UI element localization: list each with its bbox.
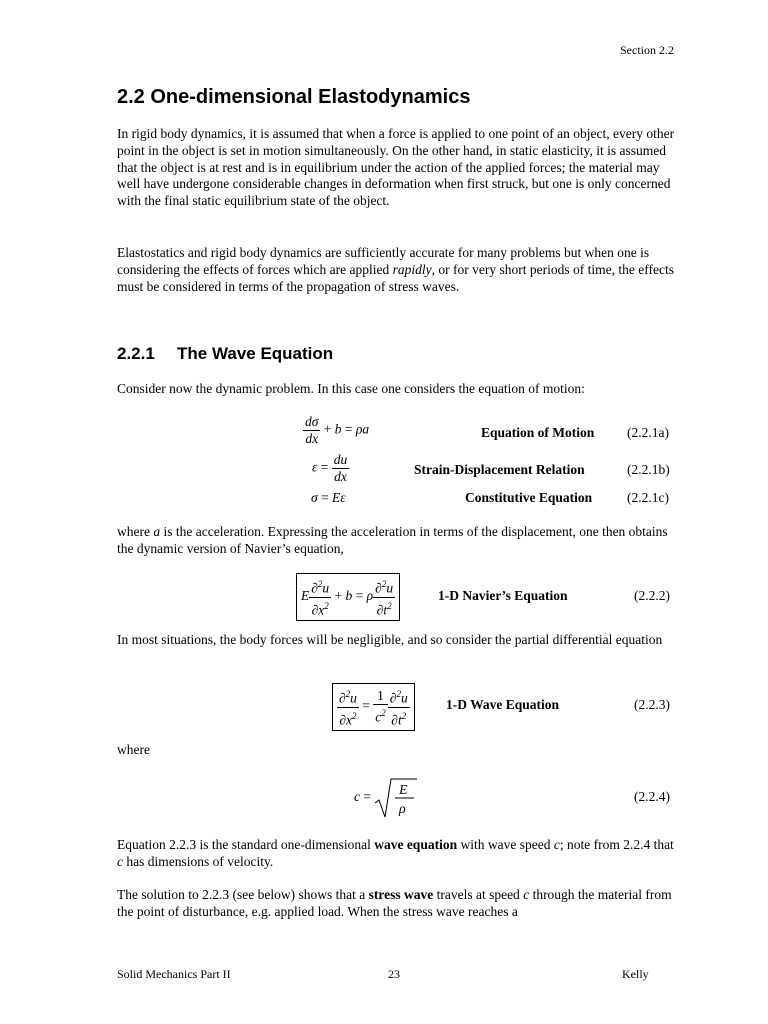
wave-equation-formula: $\frac{\partial^2u}{\partial x^2}$ = $\frac{1}{c^2}$ $\frac{\partial^2u}{\partial t^2}$ (332, 683, 415, 731)
paragraph-1: In rigid body dynamics, it is assumed that when a force is applied to one point of an object, every other point in the object is set in motion simultaneously. On the other hand, in static elasticity, it is assumed that the object is at rest and is in equilibrium under the action of the applied forces; the material may well have undergone considerable changes in deformation when first struck, but one is only concerned with the final static equilibrium state of the object. (117, 126, 675, 209)
equation-number: (2.2.1a) (627, 425, 669, 440)
paragraph-7: Equation 2.2.3 is the standard one-dimensional wave equation with wave speed c; note from 2.2.4 that c has dimensions of velocity. (117, 837, 674, 869)
paragraph-3: Consider now the dynamic problem. In this case one considers the equation of motion: (117, 381, 585, 396)
equation-number: (2.2.2) (634, 588, 670, 603)
equation-label: Constitutive Equation (465, 490, 593, 505)
footer-author: Kelly (622, 967, 649, 981)
svg-text:E: E (399, 783, 408, 798)
square-root-sign (374, 777, 418, 819)
equation-label: 1-D Navier’s Equation (438, 588, 568, 603)
section-title: 2.2 One-dimensional Elastodynamics (117, 86, 471, 108)
wave-speed-formula: c = E ρ (354, 777, 418, 819)
equation-label: Equation of Motion (481, 425, 595, 440)
constitutive-formula: σ = Eε (311, 490, 346, 505)
equation-of-motion-formula: $\frac{d\sigma}{dx}$ + b = ρa (305, 414, 370, 446)
equation-number: (2.2.1c) (627, 490, 669, 505)
equation-label: Strain-Displacement Relation (414, 462, 585, 477)
running-header: Section 2.2 (620, 43, 674, 57)
paragraph-8: The solution to 2.2.3 (see below) shows that a stress wave travels at speed c through the material from the point of disturbance, e.g. applied load. When the stress wave reaches a (117, 887, 672, 919)
equation-number: (2.2.4) (634, 789, 670, 804)
equation-label: 1-D Wave Equation (446, 697, 560, 712)
strain-displacement-formula: ε = $\frac{du}{dx}$ (312, 452, 348, 484)
page-number: 23 (388, 967, 400, 981)
equation-number: (2.2.1b) (627, 462, 670, 477)
equation-number: (2.2.3) (634, 697, 670, 712)
paragraph-2: Elastostatics and rigid body dynamics are sufficiently accurate for many problems but when one is considering the effects of forces which are applied rapidly, or for very short periods of time, the effects must be considered in terms of the propagation of stress waves. (117, 245, 674, 294)
paragraph-6: where (117, 742, 150, 757)
navier-equation-formula: E $\frac{\partial^2u}{\partial x^2}$ + b = ρ $\frac{\partial^2u}{\partial t^2}$ (296, 573, 400, 621)
paragraph-5: In most situations, the body forces will be negligible, and so consider the partial differential equation (117, 632, 663, 647)
svg-text:ρ: ρ (399, 802, 407, 817)
footer-course: Solid Mechanics Part II (117, 967, 231, 981)
subsection-title: 2.2.1 The Wave Equation (117, 344, 334, 363)
paragraph-4: where a is the acceleration. Expressing the acceleration in terms of the displacement, one then obtains the dynamic version of Navier’s equation, (117, 524, 668, 556)
